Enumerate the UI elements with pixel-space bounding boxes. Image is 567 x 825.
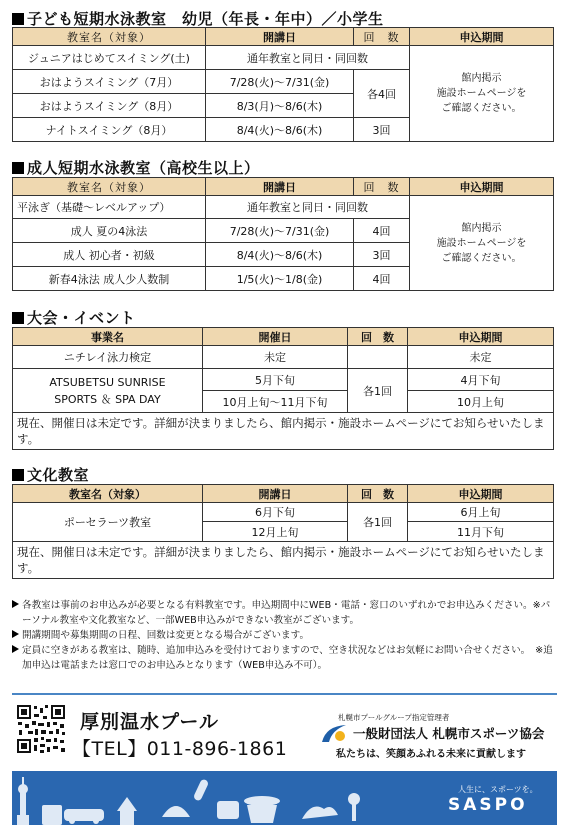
table-row: ジュニアはじめてスイミング(土) bbox=[13, 46, 206, 70]
events-note: 現在、開催日は未定です。詳細が決まりましたら、館内掲示・施設ホームページにてお知らせいたします。 bbox=[13, 413, 554, 450]
pool-phone[interactable]: 【TEL】011-896-1861 bbox=[72, 738, 288, 760]
section-title-kids: 子ども短期水泳教室 幼児（年長・年中）／小学生 bbox=[12, 8, 384, 29]
table-row: おはようスイミング（7月） bbox=[13, 70, 206, 94]
org-slogan: 私たちは、笑顔あふれる未来に貢献します bbox=[336, 749, 526, 760]
table-row: ポーセラーツ教室 bbox=[13, 503, 203, 542]
section-title-culture: 文化教室 bbox=[12, 464, 89, 485]
culture-table: 教室名（対象） 開講日 回 数 申込期間 ポーセラーツ教室 6月下旬 各1回 6月上旬 12月上旬 11月下旬 現在、開催日は未定です。詳細が決まりましたら、館内掲示・施設ホームページにてお知らせいたします。 bbox=[12, 484, 554, 579]
org-subtitle: 札幌市プールグループ指定管理者 bbox=[338, 713, 450, 722]
header-date: 開講日 bbox=[206, 28, 354, 46]
note-item: 各教室は事前のお申込みが必要となる有料教室です。申込期間中にWEB・電話・窓口のいずれかでお申込みください。※パーソナル教室や文化教室など、一部WEB申込みができない教室がございます。 bbox=[12, 598, 557, 628]
note-item: 定員に空きがある教室は、随時、追加申込みを受付けておりますので、空き状況などはお気軽にお問い合せください。 ※追加申込は電話または窓口でのお申込みとなります（WEB申込み不可）。 bbox=[12, 643, 557, 673]
kids-schedule-table: 教室名（対象） 開講日 回 数 申込期間 ジュニアはじめてスイミング(土) 通年教室と同日・同回数 館内掲示 施設ホームページを ご確認ください。 おはようスイミング（7月） 7/28(火)～7/31(金) 各4回 おはようスイミング（8月） 8/3(月)～8/6(木) ナイトスイミング（8月） 8/4(火)～8/6(木) 3回 bbox=[12, 27, 554, 142]
events-table: 事業名 開催日 回 数 申込期間 ニチレイ泳力検定 未定 未定 ATSUBETSU SUNRISE SPORTS ＆ SPA DAY 5月下旬 各1回 4月下旬 10月上旬～11月下旬 10月上旬 現在、開催日は未定です。詳細が決まりましたら、館内掲示・施設ホームページにてお知らせいたします。 bbox=[12, 327, 554, 450]
header-period: 申込期間 bbox=[410, 28, 554, 46]
table-row: おはようスイミング（8月） bbox=[13, 94, 206, 118]
footer-divider bbox=[12, 693, 557, 695]
banner-slogan: 人生に、スポーツを。 bbox=[458, 785, 538, 794]
period-note: 館内掲示 施設ホームページを ご確認ください。 bbox=[410, 46, 554, 142]
table-row: 成人 初心者・初級 bbox=[13, 243, 206, 267]
note-item: 開講期間や募集期間の日程、回数は変更となる場合がございます。 bbox=[12, 628, 557, 643]
org-name: 一般財団法人 札幌市スポーツ協会 bbox=[353, 726, 545, 741]
table-row: ATSUBETSU SUNRISE SPORTS ＆ SPA DAY bbox=[13, 369, 203, 413]
triangle-bullet-icon bbox=[12, 600, 19, 608]
table-row: 平泳ぎ（基礎～レベルアップ） bbox=[13, 196, 206, 219]
section-title-events: 大会・イベント bbox=[12, 307, 136, 328]
notes-list bbox=[12, 598, 557, 673]
adult-schedule-table: 教室名（対象） 開講日 回 数 申込期間 平泳ぎ（基礎～レベルアップ） 通年教室と同日・同回数 館内掲示 施設ホームページを ご確認ください。 成人 夏の4泳法 7/28(火)～7/31(金) 4回 成人 初心者・初級 8/4(火)～8/6(木) 3回 新春4泳法 成人少人数制 1/5(火)～1/8(金) 4回 bbox=[12, 177, 554, 291]
pool-name: 厚別温水プール bbox=[80, 711, 220, 733]
period-note: 館内掲示 施設ホームページを ご確認ください。 bbox=[410, 196, 554, 291]
header-count: 回 数 bbox=[354, 28, 410, 46]
table-row: 新春4泳法 成人少人数制 bbox=[13, 267, 206, 291]
qr-code-icon[interactable] bbox=[16, 704, 66, 754]
triangle-bullet-icon bbox=[12, 645, 19, 653]
table-row: 成人 夏の4泳法 bbox=[13, 219, 206, 243]
section-title-adult: 成人短期水泳教室（高校生以上） bbox=[12, 157, 260, 178]
saspo-logo: SASPO bbox=[448, 795, 528, 815]
sports-association-logo-icon bbox=[320, 722, 350, 746]
triangle-bullet-icon bbox=[12, 630, 19, 638]
table-row: ナイトスイミング（8月） bbox=[13, 118, 206, 142]
culture-note: 現在、開催日は未定です。詳細が決まりましたら、館内掲示・施設ホームページにてお知らせいたします。 bbox=[13, 542, 554, 579]
table-row: ニチレイ泳力検定 bbox=[13, 346, 203, 369]
header-name: 教室名（対象） bbox=[13, 28, 206, 46]
